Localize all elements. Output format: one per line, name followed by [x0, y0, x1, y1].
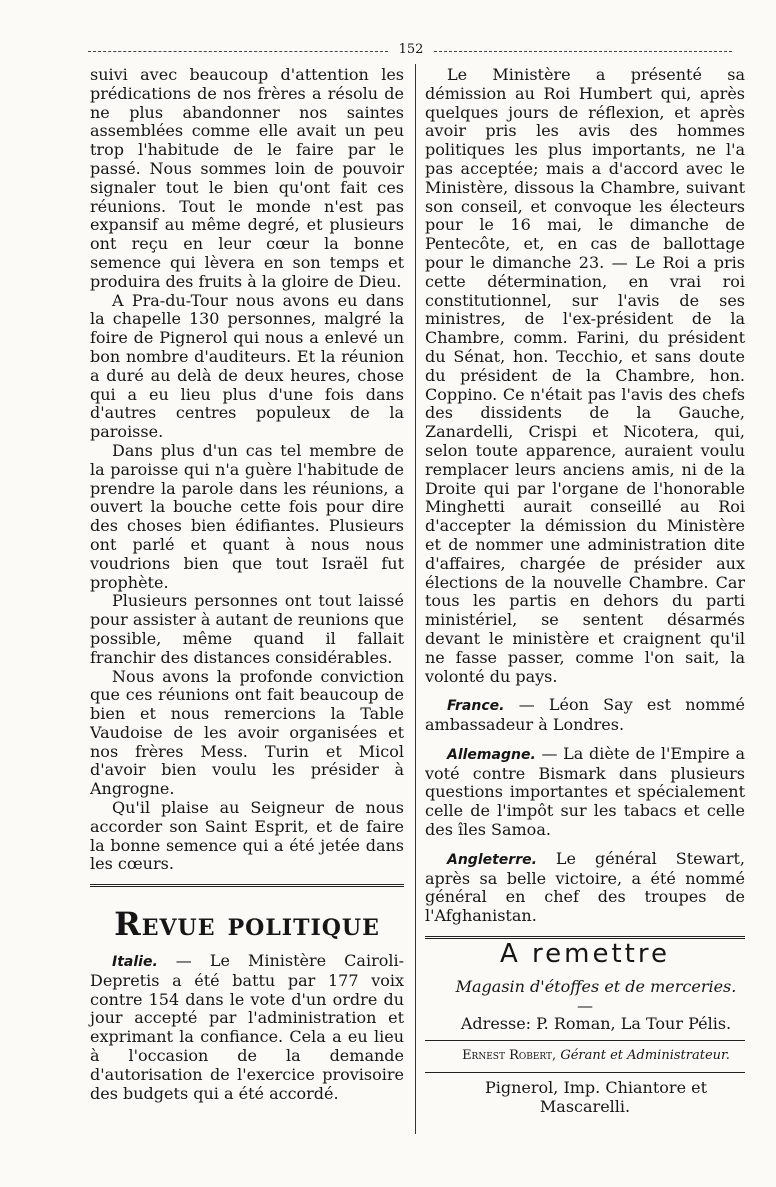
left-column — [90, 66, 404, 1103]
paragraph: suivi avec beaucoup d'attention les prédications de nos frères a résolu de ne plus abandonner nos saintes assemblées comme elle avait un peu trop l'habitude de le faire par le passé. Nous sommes loin de pouvoir signaler tout le bien qu'ont fait ces réunions. Tout le monde n'est pas expansif au même degré, et plusieurs ont reçu en leur cœur la bonne semence qui lèvera en son temps et produira des fruits à la gloire de Dieu. — [90, 65, 404, 291]
paragraph: A Pra-du-Tour nous avons eu dans la chapelle 130 personnes, malgré la foire de Pignerol qui nous a enlevé un bon nombre d'auditeurs. Et la réunion a duré au delà de deux heures, chose qui a eu lieu plus d'une fois dans d'autres centres populeux de la paroisse. — [90, 290, 404, 442]
section-title: Revue politique — [114, 905, 380, 944]
imprint-manager — [425, 1047, 745, 1066]
paragraph: Dans plus d'un cas tel membre de la paroisse qui n'a guère l'habitude de prendre la parole dans les réunions, a ouvert la bouche cette fois pour dire des choses bien édifiantes. Plusieurs ont parlé et quant à nous nous voudrions bien que tout Israël fut prophète. — [90, 440, 404, 592]
news-item-italie — [90, 952, 404, 1103]
page-number: 152 — [398, 42, 424, 57]
manager-name: Ernest Robert, — [462, 1048, 557, 1064]
imprint-rule — [425, 1072, 745, 1073]
imprint-rule — [425, 1040, 745, 1041]
right-column — [425, 66, 745, 1117]
paragraph: Nous avons la profonde conviction que ces réunions ont fait beaucoup de bien et nous remercions la Table Vaudoise de les avoir organisées et nos frères Mess. Turin et Micol d'avoir bien voulu les présider à Angrogne. — [90, 666, 404, 799]
paragraph: Plusieurs personnes ont tout laissé pour assister à autant de reunions que possible, même quand il fallait franchir des distances considérables. — [90, 591, 404, 667]
paragraph: Qu'il plaise au Seigneur de nous accorder son Saint Esprit, et de faire la bonne semence qui a été jetée dans les cœurs. — [90, 798, 404, 874]
news-item-allemagne — [425, 745, 745, 840]
news-text: — Léon Say est nommé ambassadeur à Londres. — [425, 695, 745, 735]
country-label: Allemagne. — [447, 746, 536, 763]
manager-role: Gérant et Administrateur. — [556, 1048, 730, 1064]
news-text: — Le Ministère Cairoli-Depretis a été battu par 177 voix contre 154 dans le vote d'un ordre du jour accepté par l'administration et exprimant la confiance. Cela a eu lieu à l'occasion de la demande d'autorisation de l'exercice provisoire des budgets qui a été accordé. — [90, 951, 404, 1103]
header-rule-left — [88, 51, 388, 52]
advertisement-title: A remettre — [500, 939, 670, 970]
paragraph: Le Ministère a présenté sa démission au Roi Humbert qui, après quelques jours de réflexion, et après avoir pris les avis des hommes politiques les plus importants, ne l'a pas acceptée; mais a d'accord avec le Ministère, dissous la Chambre, suivant son conseil, et convoque les électeurs pour le 16 mai, le dimanche de Pentecôte, et, en cas de ballottage pour le dimanche 23. — Le Roi a pris cette détermination, en vrai roi constitutionnel, sur l'avis de ses ministres, de l'ex-président de la Chambre, comm. Farini, du président du Sénat, hon. Tecchio, et sans doute du président de la Chambre, hon. Coppino. Ce n'était pas l'avis des chefs des dissidents de la Gauche, Zanardelli, Crispi et Nicotera, qui, selon toute apparence, auraient voulu remplacer leurs anciens amis, ni de la Droite qui par l'organe de l'honorable Minghetti aurait conseillé au Roi d'accepter la démission du Ministère et de nommer une administration dite d'affaires, chargée de présider aux élections de la nouvelle Chambre. Car tous les partis en dehors du parti ministériel, se sentent désarmés devant le ministère et craignent qu'il ne fasse passer, comme l'on sait, la volonté du pays. — [425, 65, 745, 686]
news-item-angleterre — [425, 850, 745, 926]
advertisement-address: Adresse: P. Roman, La Tour Pélis. — [460, 1014, 732, 1034]
news-text: Le général Stewart, après sa belle victoire, a été nommé général en chef des troupes de l'Afghanistan. — [425, 848, 745, 926]
news-text: — La diète de l'Empire a voté contre Bismark dans plusieurs questions importantes et spécialement celle de l'impôt sur les tabacs et celle des îles Samoa. — [425, 743, 745, 840]
page-header — [88, 44, 732, 58]
section-rule — [90, 884, 404, 887]
country-label: France. — [447, 698, 505, 715]
imprint-printer: Pignerol, Imp. Chiantore et Mascarelli. — [484, 1078, 708, 1116]
country-label: Italie. — [112, 954, 158, 971]
country-label: Angleterre. — [447, 851, 537, 868]
advertisement-text: Magasin d'étoffes et de merceries. — — [455, 976, 737, 1015]
column-divider — [415, 64, 416, 1134]
news-item-france — [425, 696, 745, 735]
header-rule-right — [434, 51, 732, 52]
